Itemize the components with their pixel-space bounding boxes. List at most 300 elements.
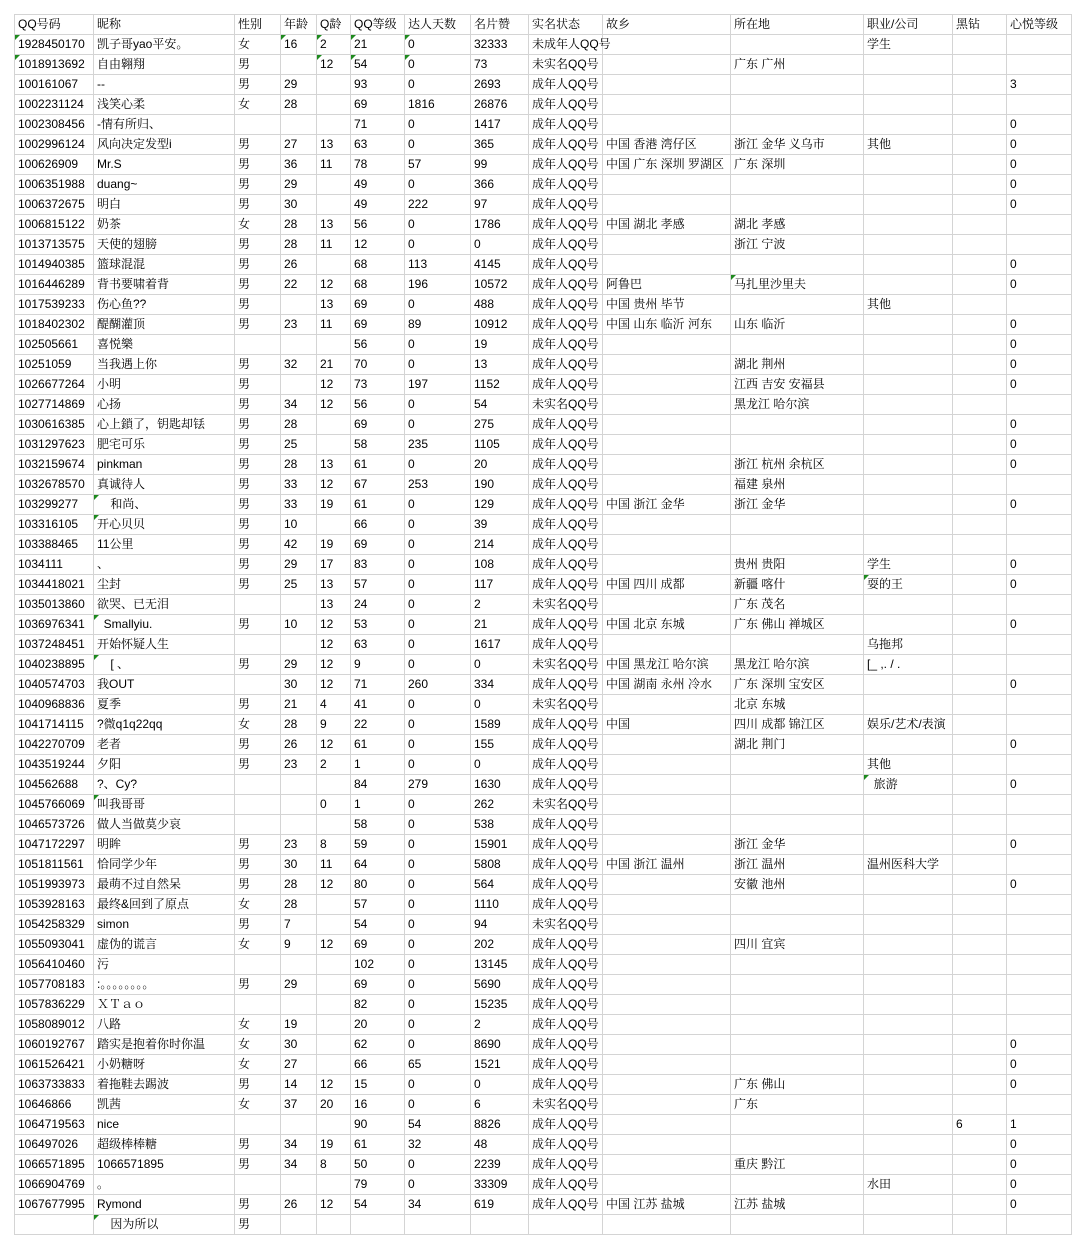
- cell[interactable]: 阿鲁巴: [603, 275, 731, 295]
- cell[interactable]: 12: [317, 395, 351, 415]
- cell[interactable]: [953, 695, 1007, 715]
- cell[interactable]: [864, 795, 953, 815]
- cell[interactable]: 93: [351, 75, 405, 95]
- cell[interactable]: 12: [317, 875, 351, 895]
- cell[interactable]: 0: [1007, 1155, 1072, 1175]
- cell[interactable]: [317, 1215, 351, 1235]
- cell[interactable]: [317, 1035, 351, 1055]
- cell[interactable]: 未实名QQ号: [529, 655, 603, 675]
- cell[interactable]: 15901: [471, 835, 529, 855]
- cell[interactable]: 男: [235, 75, 281, 95]
- cell[interactable]: 62: [351, 1035, 405, 1055]
- cell[interactable]: [953, 895, 1007, 915]
- cell[interactable]: 1066571895: [15, 1155, 94, 1175]
- cell[interactable]: 1: [351, 755, 405, 775]
- cell[interactable]: 1: [1007, 1115, 1072, 1135]
- column-header[interactable]: 黑钻: [953, 15, 1007, 35]
- cell[interactable]: [281, 1115, 317, 1135]
- cell[interactable]: 68: [351, 255, 405, 275]
- cell[interactable]: 1043519244: [15, 755, 94, 775]
- cell[interactable]: 23: [281, 755, 317, 775]
- cell[interactable]: 广东 佛山 禅城区: [731, 615, 864, 635]
- cell[interactable]: [953, 675, 1007, 695]
- cell[interactable]: 78: [351, 155, 405, 175]
- cell[interactable]: [731, 535, 864, 555]
- cell[interactable]: 0: [405, 1035, 471, 1055]
- cell[interactable]: 66: [351, 515, 405, 535]
- cell[interactable]: [1007, 95, 1072, 115]
- cell[interactable]: [953, 735, 1007, 755]
- cell[interactable]: [864, 115, 953, 135]
- cell[interactable]: 0: [405, 395, 471, 415]
- cell[interactable]: [953, 635, 1007, 655]
- cell[interactable]: 11: [317, 315, 351, 335]
- cell[interactable]: 253: [405, 475, 471, 495]
- cell[interactable]: 成年人QQ号: [529, 1135, 603, 1155]
- cell[interactable]: 0: [405, 995, 471, 1015]
- cell[interactable]: 1046573726: [15, 815, 94, 835]
- cell[interactable]: [731, 815, 864, 835]
- cell[interactable]: 1054258329: [15, 915, 94, 935]
- cell[interactable]: 34: [281, 395, 317, 415]
- cell[interactable]: [731, 1115, 864, 1135]
- cell[interactable]: 真诚待人: [94, 475, 235, 495]
- cell[interactable]: 0: [1007, 835, 1072, 855]
- cell[interactable]: 成年人QQ号: [529, 455, 603, 475]
- cell[interactable]: [317, 915, 351, 935]
- cell[interactable]: 天使的翅膀: [94, 235, 235, 255]
- cell[interactable]: 1018402302: [15, 315, 94, 335]
- cell[interactable]: 222: [405, 195, 471, 215]
- cell[interactable]: 男: [235, 155, 281, 175]
- cell[interactable]: 564: [471, 875, 529, 895]
- cell[interactable]: 63: [351, 635, 405, 655]
- cell[interactable]: [603, 375, 731, 395]
- cell[interactable]: 0: [1007, 375, 1072, 395]
- cell[interactable]: 0: [1007, 155, 1072, 175]
- cell[interactable]: 34: [405, 1195, 471, 1215]
- cell[interactable]: 中国 山东 临沂 河东: [603, 315, 731, 335]
- cell[interactable]: duang~: [94, 175, 235, 195]
- cell[interactable]: 男: [235, 835, 281, 855]
- cell[interactable]: [953, 1055, 1007, 1075]
- cell[interactable]: 男: [235, 475, 281, 495]
- cell[interactable]: [603, 235, 731, 255]
- cell[interactable]: 浙江 温州: [731, 855, 864, 875]
- cell[interactable]: 12: [351, 235, 405, 255]
- cell[interactable]: 6: [471, 1095, 529, 1115]
- cell[interactable]: 女: [235, 935, 281, 955]
- cell[interactable]: [317, 435, 351, 455]
- cell[interactable]: [1007, 915, 1072, 935]
- cell[interactable]: 26876: [471, 95, 529, 115]
- cell[interactable]: 0: [1007, 275, 1072, 295]
- cell[interactable]: 湖北 孝感: [731, 215, 864, 235]
- cell[interactable]: [603, 795, 731, 815]
- cell[interactable]: 1067677995: [15, 1195, 94, 1215]
- cell[interactable]: [1007, 815, 1072, 835]
- cell[interactable]: 0: [405, 515, 471, 535]
- cell[interactable]: 0: [471, 695, 529, 715]
- cell[interactable]: [15, 1215, 94, 1235]
- cell[interactable]: 0: [405, 295, 471, 315]
- cell[interactable]: 0: [405, 855, 471, 875]
- cell[interactable]: [864, 415, 953, 435]
- cell[interactable]: 57: [351, 895, 405, 915]
- cell[interactable]: [1007, 975, 1072, 995]
- cell[interactable]: 1055093041: [15, 935, 94, 955]
- cell[interactable]: 30: [281, 675, 317, 695]
- cell[interactable]: 0: [1007, 735, 1072, 755]
- cell[interactable]: [235, 995, 281, 1015]
- cell[interactable]: 男: [235, 435, 281, 455]
- cell[interactable]: 108: [471, 555, 529, 575]
- cell[interactable]: 中国 四川 成都: [603, 575, 731, 595]
- cell[interactable]: 0: [1007, 495, 1072, 515]
- cell[interactable]: 福建 泉州: [731, 475, 864, 495]
- cell[interactable]: 64: [351, 855, 405, 875]
- cell[interactable]: 0: [405, 595, 471, 615]
- cell[interactable]: 其他: [864, 755, 953, 775]
- cell[interactable]: [731, 895, 864, 915]
- cell[interactable]: 男: [235, 655, 281, 675]
- cell[interactable]: 中国 北京 东城: [603, 615, 731, 635]
- cell[interactable]: [603, 1135, 731, 1155]
- cell[interactable]: [864, 915, 953, 935]
- cell[interactable]: 踏实是抱着你时你温: [94, 1035, 235, 1055]
- cell[interactable]: [864, 75, 953, 95]
- cell[interactable]: 成年人QQ号: [529, 235, 603, 255]
- cell[interactable]: 男: [235, 235, 281, 255]
- cell[interactable]: [1007, 35, 1072, 55]
- cell[interactable]: 成年人QQ号: [529, 155, 603, 175]
- cell[interactable]: [603, 835, 731, 855]
- cell[interactable]: 新疆 喀什: [731, 575, 864, 595]
- cell[interactable]: 成年人QQ号: [529, 255, 603, 275]
- cell[interactable]: 79: [351, 1175, 405, 1195]
- cell[interactable]: [953, 975, 1007, 995]
- cell[interactable]: 49: [351, 175, 405, 195]
- cell[interactable]: 其他: [864, 135, 953, 155]
- cell[interactable]: 11公里: [94, 535, 235, 555]
- cell[interactable]: 102505661: [15, 335, 94, 355]
- cell[interactable]: 279: [405, 775, 471, 795]
- cell[interactable]: [864, 595, 953, 615]
- cell[interactable]: 260: [405, 675, 471, 695]
- cell[interactable]: 73: [351, 375, 405, 395]
- cell[interactable]: 0: [405, 615, 471, 635]
- cell[interactable]: [603, 115, 731, 135]
- column-header[interactable]: Q龄: [317, 15, 351, 35]
- cell[interactable]: [864, 375, 953, 395]
- cell[interactable]: 女: [235, 1035, 281, 1055]
- cell[interactable]: 334: [471, 675, 529, 695]
- cell[interactable]: 19: [281, 1015, 317, 1035]
- cell[interactable]: [235, 1115, 281, 1135]
- cell[interactable]: 男: [235, 355, 281, 375]
- cell[interactable]: [1007, 475, 1072, 495]
- cell[interactable]: 开心贝贝: [94, 515, 235, 535]
- cell[interactable]: 1041714115: [15, 715, 94, 735]
- cell[interactable]: [864, 875, 953, 895]
- cell[interactable]: 成年人QQ号: [529, 1075, 603, 1095]
- cell[interactable]: [235, 675, 281, 695]
- cell[interactable]: [281, 335, 317, 355]
- cell[interactable]: 13: [317, 135, 351, 155]
- cell[interactable]: -情有所归、: [94, 115, 235, 135]
- cell[interactable]: 366: [471, 175, 529, 195]
- cell[interactable]: 2: [317, 755, 351, 775]
- cell[interactable]: 1032159674: [15, 455, 94, 475]
- cell[interactable]: 0: [405, 235, 471, 255]
- cell[interactable]: [405, 1215, 471, 1235]
- cell[interactable]: [953, 875, 1007, 895]
- cell[interactable]: [731, 35, 864, 55]
- cell[interactable]: 0: [405, 355, 471, 375]
- cell[interactable]: 9: [317, 715, 351, 735]
- cell[interactable]: [603, 955, 731, 975]
- cell[interactable]: 未实名QQ号: [529, 595, 603, 615]
- cell[interactable]: 56: [351, 335, 405, 355]
- cell[interactable]: 80: [351, 875, 405, 895]
- cell[interactable]: 1042270709: [15, 735, 94, 755]
- cell[interactable]: 明白: [94, 195, 235, 215]
- cell[interactable]: 66: [351, 1055, 405, 1075]
- cell[interactable]: 13: [317, 295, 351, 315]
- cell[interactable]: [731, 195, 864, 215]
- cell[interactable]: [603, 1215, 731, 1235]
- cell[interactable]: 温州医科大学: [864, 855, 953, 875]
- cell[interactable]: [731, 755, 864, 775]
- cell[interactable]: 成年人QQ号: [529, 115, 603, 135]
- cell[interactable]: [953, 215, 1007, 235]
- cell[interactable]: [864, 815, 953, 835]
- cell[interactable]: 成年人QQ号: [529, 95, 603, 115]
- cell[interactable]: 20: [317, 1095, 351, 1115]
- cell[interactable]: 男: [235, 135, 281, 155]
- cell[interactable]: [864, 275, 953, 295]
- cell[interactable]: [1007, 995, 1072, 1015]
- cell[interactable]: 28: [281, 95, 317, 115]
- cell[interactable]: 成年人QQ号: [529, 1155, 603, 1175]
- cell[interactable]: [864, 95, 953, 115]
- cell[interactable]: 男: [235, 455, 281, 475]
- cell[interactable]: [603, 1175, 731, 1195]
- cell[interactable]: [953, 1155, 1007, 1175]
- cell[interactable]: 中国 湖南 永州 冷水: [603, 675, 731, 695]
- cell[interactable]: 1036976341: [15, 615, 94, 635]
- cell[interactable]: [281, 995, 317, 1015]
- cell[interactable]: 69: [351, 535, 405, 555]
- cell[interactable]: 男: [235, 415, 281, 435]
- cell[interactable]: 1013713575: [15, 235, 94, 255]
- cell[interactable]: 3: [1007, 75, 1072, 95]
- cell[interactable]: 0: [405, 695, 471, 715]
- cell[interactable]: 29: [281, 75, 317, 95]
- cell[interactable]: [864, 195, 953, 215]
- cell[interactable]: Rymond: [94, 1195, 235, 1215]
- cell[interactable]: [864, 935, 953, 955]
- cell[interactable]: 水田: [864, 1175, 953, 1195]
- cell[interactable]: [603, 475, 731, 495]
- cell[interactable]: 学生: [864, 35, 953, 55]
- cell[interactable]: 67: [351, 475, 405, 495]
- cell[interactable]: 1045766069: [15, 795, 94, 815]
- cell[interactable]: [953, 95, 1007, 115]
- cell[interactable]: 1006815122: [15, 215, 94, 235]
- cell[interactable]: [731, 1135, 864, 1155]
- cell[interactable]: [603, 515, 731, 535]
- cell[interactable]: 13145: [471, 955, 529, 975]
- cell[interactable]: 黑龙江 哈尔滨: [731, 655, 864, 675]
- cell[interactable]: 102: [351, 955, 405, 975]
- cell[interactable]: [953, 775, 1007, 795]
- cell[interactable]: [603, 1035, 731, 1055]
- cell[interactable]: 1016446289: [15, 275, 94, 295]
- cell[interactable]: 61: [351, 1135, 405, 1155]
- cell[interactable]: 214: [471, 535, 529, 555]
- cell[interactable]: 103316105: [15, 515, 94, 535]
- cell[interactable]: 成年人QQ号: [529, 815, 603, 835]
- cell[interactable]: 马扎里沙里夫: [731, 275, 864, 295]
- cell[interactable]: 1816: [405, 95, 471, 115]
- cell[interactable]: 1034418021: [15, 575, 94, 595]
- cell[interactable]: 0: [405, 795, 471, 815]
- cell[interactable]: 5808: [471, 855, 529, 875]
- cell[interactable]: [603, 535, 731, 555]
- cell[interactable]: 117: [471, 575, 529, 595]
- cell[interactable]: 0: [405, 1015, 471, 1035]
- cell[interactable]: 68: [351, 275, 405, 295]
- cell[interactable]: [317, 115, 351, 135]
- cell[interactable]: [317, 75, 351, 95]
- cell[interactable]: 1928450170: [15, 35, 94, 55]
- cell[interactable]: 0: [1007, 555, 1072, 575]
- cell[interactable]: 13: [317, 455, 351, 475]
- cell[interactable]: 旅游: [864, 775, 953, 795]
- cell[interactable]: 6: [953, 1115, 1007, 1135]
- cell[interactable]: 浙江 金华 义乌市: [731, 135, 864, 155]
- cell[interactable]: 53: [351, 615, 405, 635]
- cell[interactable]: 浙江 宁波: [731, 235, 864, 255]
- cell[interactable]: 63: [351, 135, 405, 155]
- cell[interactable]: [864, 235, 953, 255]
- cell[interactable]: 肥宅可乐: [94, 435, 235, 455]
- cell[interactable]: [953, 455, 1007, 475]
- cell[interactable]: 56: [351, 395, 405, 415]
- cell[interactable]: 27: [281, 1055, 317, 1075]
- cell[interactable]: [953, 935, 1007, 955]
- cell[interactable]: 男: [235, 755, 281, 775]
- cell[interactable]: 1589: [471, 715, 529, 735]
- cell[interactable]: 广东 佛山: [731, 1075, 864, 1095]
- cell[interactable]: [731, 775, 864, 795]
- cell[interactable]: [953, 115, 1007, 135]
- cell[interactable]: 男: [235, 535, 281, 555]
- cell[interactable]: 0: [405, 55, 471, 75]
- cell[interactable]: 4: [317, 695, 351, 715]
- cell[interactable]: 0: [405, 495, 471, 515]
- cell[interactable]: 成年人QQ号: [529, 535, 603, 555]
- cell[interactable]: 明眸: [94, 835, 235, 855]
- cell[interactable]: 男: [235, 195, 281, 215]
- cell[interactable]: 59: [351, 835, 405, 855]
- cell[interactable]: 32: [281, 355, 317, 375]
- cell[interactable]: [953, 1195, 1007, 1215]
- cell[interactable]: [603, 255, 731, 275]
- cell[interactable]: 1026677264: [15, 375, 94, 395]
- cell[interactable]: [953, 55, 1007, 75]
- cell[interactable]: 0: [405, 115, 471, 135]
- cell[interactable]: 22: [281, 275, 317, 295]
- cell[interactable]: 10251059: [15, 355, 94, 375]
- cell[interactable]: 13: [317, 575, 351, 595]
- cell[interactable]: 成年人QQ号: [529, 415, 603, 435]
- cell[interactable]: 成年人QQ号: [529, 755, 603, 775]
- cell[interactable]: [864, 1095, 953, 1115]
- cell[interactable]: 275: [471, 415, 529, 435]
- cell[interactable]: 57: [351, 575, 405, 595]
- cell[interactable]: 女: [235, 1095, 281, 1115]
- cell[interactable]: [603, 35, 731, 55]
- cell[interactable]: ＸＴａｏ: [94, 995, 235, 1015]
- cell[interactable]: 我OUT: [94, 675, 235, 695]
- cell[interactable]: 安徽 池州: [731, 875, 864, 895]
- cell[interactable]: [731, 795, 864, 815]
- cell[interactable]: [864, 475, 953, 495]
- cell[interactable]: 28: [281, 715, 317, 735]
- cell[interactable]: 1002996124: [15, 135, 94, 155]
- cell[interactable]: 5690: [471, 975, 529, 995]
- cell[interactable]: [603, 355, 731, 375]
- cell[interactable]: 32333: [471, 35, 529, 55]
- cell[interactable]: [603, 555, 731, 575]
- cell[interactable]: 男: [235, 495, 281, 515]
- cell[interactable]: 0: [405, 955, 471, 975]
- cell[interactable]: 0: [1007, 415, 1072, 435]
- cell[interactable]: [1007, 695, 1072, 715]
- cell[interactable]: 0: [405, 175, 471, 195]
- cell[interactable]: [235, 815, 281, 835]
- cell[interactable]: [603, 1115, 731, 1135]
- cell[interactable]: 1066571895: [94, 1155, 235, 1175]
- cell[interactable]: 69: [351, 975, 405, 995]
- cell[interactable]: 成年人QQ号: [529, 335, 603, 355]
- cell[interactable]: 89: [405, 315, 471, 335]
- cell[interactable]: 未成年人QQ号: [529, 35, 603, 55]
- cell[interactable]: [1007, 395, 1072, 415]
- cell[interactable]: [317, 955, 351, 975]
- cell[interactable]: 28: [281, 455, 317, 475]
- cell[interactable]: 成年人QQ号: [529, 75, 603, 95]
- cell[interactable]: [529, 1215, 603, 1235]
- cell[interactable]: [864, 955, 953, 975]
- cell[interactable]: 成年人QQ号: [529, 1035, 603, 1055]
- cell[interactable]: 16: [351, 1095, 405, 1115]
- cell[interactable]: [731, 915, 864, 935]
- cell[interactable]: 1014940385: [15, 255, 94, 275]
- cell[interactable]: [1007, 755, 1072, 775]
- cell[interactable]: [953, 235, 1007, 255]
- cell[interactable]: ?微q1q22qq: [94, 715, 235, 735]
- cell[interactable]: [864, 355, 953, 375]
- cell[interactable]: 女: [235, 715, 281, 735]
- cell[interactable]: 喜悦樂: [94, 335, 235, 355]
- cell[interactable]: 61: [351, 495, 405, 515]
- cell[interactable]: [281, 815, 317, 835]
- cell[interactable]: 成年人QQ号: [529, 675, 603, 695]
- cell[interactable]: 97: [471, 195, 529, 215]
